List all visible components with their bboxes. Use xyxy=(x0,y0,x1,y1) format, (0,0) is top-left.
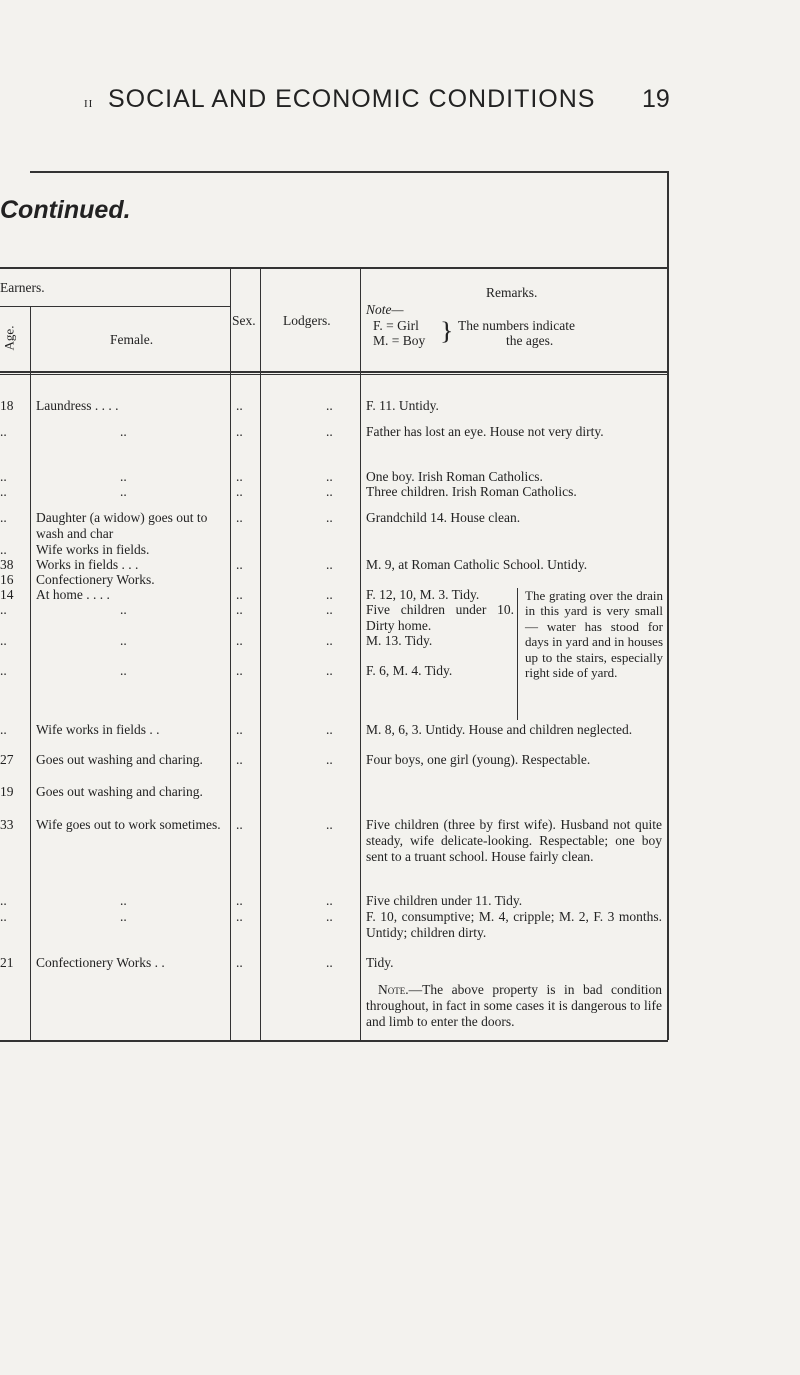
cell-age: .. xyxy=(0,722,7,737)
header-note-f: F. = Girl xyxy=(373,318,419,333)
header-note-m: M. = Boy xyxy=(373,333,426,348)
cell-female: .. xyxy=(120,469,127,484)
cell-lodgers: .. xyxy=(326,817,333,832)
cell-remarks: F. 10, consumptive; M. 4, cripple; M. 2, F. 3 months. Untidy; children dirty. xyxy=(366,909,662,940)
cell-remarks: Five children under 10. Dirty home. xyxy=(366,602,514,633)
cell-sex: .. xyxy=(236,722,243,737)
cell-female: .. xyxy=(120,602,127,617)
cell-female: Goes out washing and charing. xyxy=(36,784,203,799)
cell-sex: .. xyxy=(236,663,243,678)
header-remarks: Remarks. xyxy=(486,285,538,300)
cell-sex: .. xyxy=(236,955,243,970)
cell-remarks: Tidy. xyxy=(366,955,394,970)
grating-note: The grating over the drain in this yard is very small — water has stood for days in yard and in houses up to the stairs, especially right side of yard. xyxy=(525,588,663,681)
cell-lodgers: .. xyxy=(326,510,333,525)
page-number: 19 xyxy=(642,85,670,113)
cell-age: .. xyxy=(0,909,7,924)
cell-age: .. xyxy=(0,469,7,484)
cell-lodgers: .. xyxy=(326,893,333,908)
earners-split-rule xyxy=(0,306,230,307)
cell-lodgers: .. xyxy=(326,602,333,617)
cell-female: .. xyxy=(120,633,127,648)
cell-age: .. xyxy=(0,510,7,525)
header-lodgers: Lodgers. xyxy=(283,313,331,328)
cell-lodgers: .. xyxy=(326,955,333,970)
chapter-numeral: II xyxy=(84,98,94,110)
table-top-rule xyxy=(0,267,668,269)
cell-age: 19 xyxy=(0,784,14,799)
cell-female: Wife goes out to work sometimes. xyxy=(36,817,221,832)
header-earners: Earners. xyxy=(0,280,45,295)
cell-age: 27 xyxy=(0,752,14,767)
cell-remarks: M. 9, at Roman Catholic School. Untidy. xyxy=(366,557,588,572)
header-sex: Sex. xyxy=(232,313,256,328)
col-rule-age xyxy=(30,307,31,1040)
cell-remarks: Five children (three by first wife). Husband not quite steady, wife delicate-looking. Respectable; one boy sent to a truant school. House fairly clean. xyxy=(366,817,662,864)
cell-female: Works in fields . . . xyxy=(36,557,139,572)
cell-lodgers: .. xyxy=(326,398,333,413)
cell-remarks: Five children under 11. Tidy. xyxy=(366,893,523,908)
cell-sex: .. xyxy=(236,602,243,617)
col-rule-sex xyxy=(260,267,261,1040)
cell-female: Wife works in fields . . xyxy=(36,722,160,737)
cell-sex: .. xyxy=(236,893,243,908)
cell-age: .. xyxy=(0,602,7,617)
cell-lodgers: .. xyxy=(326,469,333,484)
cell-remarks: M. 13. Tidy. xyxy=(366,633,433,648)
closing-note-label: Note. xyxy=(378,982,409,997)
cell-remarks: One boy. Irish Roman Catholics. xyxy=(366,469,543,484)
cell-lodgers: .. xyxy=(326,722,333,737)
cell-sex: .. xyxy=(236,587,243,602)
cell-female: .. xyxy=(120,893,127,908)
continued-heading: Continued. xyxy=(0,196,131,224)
cell-age: .. xyxy=(0,663,7,678)
cell-remarks: M. 8, 6, 3. Untidy. House and children neglected. xyxy=(366,722,633,737)
cell-remarks: Three children. Irish Roman Catholics. xyxy=(366,484,577,499)
cell-age: 21 xyxy=(0,955,14,970)
cell-age: 18 xyxy=(0,398,14,413)
cell-sex: .. xyxy=(236,633,243,648)
cell-female: .. xyxy=(120,424,127,439)
cell-lodgers: .. xyxy=(326,663,333,678)
col-rule-lodgers xyxy=(360,267,361,1040)
cell-age: .. xyxy=(0,484,7,499)
cell-sex: .. xyxy=(236,752,243,767)
cell-age: 38 xyxy=(0,557,14,572)
col-rule-female xyxy=(230,267,231,1040)
cell-age: .. xyxy=(0,424,7,439)
running-head: SOCIAL AND ECONOMIC CONDITIONS xyxy=(108,85,596,113)
cell-sex: .. xyxy=(236,484,243,499)
cell-age: .. xyxy=(0,633,7,648)
table-bottom-rule xyxy=(0,1040,668,1042)
cell-sex: .. xyxy=(236,817,243,832)
cell-sex: .. xyxy=(236,469,243,484)
cell-sex: .. xyxy=(236,424,243,439)
cell-remarks: F. 11. Untidy. xyxy=(366,398,439,413)
cell-female: Daughter (a widow) goes out to wash and char xyxy=(36,510,208,541)
cell-sex: .. xyxy=(236,398,243,413)
cell-lodgers: .. xyxy=(326,752,333,767)
header-note-text-2: the ages. xyxy=(506,333,554,348)
grating-note-bracket xyxy=(517,588,518,720)
cell-sex: .. xyxy=(236,510,243,525)
cell-lodgers: .. xyxy=(326,587,333,602)
cell-age: 33 xyxy=(0,817,14,832)
cell-remarks: Father has lost an eye. House not very dirty. xyxy=(366,424,604,439)
top-rule xyxy=(30,171,668,173)
cell-female: At home . . . . xyxy=(36,587,110,602)
cell-female: .. xyxy=(120,484,127,499)
right-border xyxy=(667,171,669,1040)
closing-note xyxy=(366,982,662,1030)
cell-female: Confectionery Works . . xyxy=(36,955,165,970)
cell-lodgers: .. xyxy=(326,557,333,572)
cell-remarks: F. 6, M. 4. Tidy. xyxy=(366,663,453,678)
cell-lodgers: .. xyxy=(326,484,333,499)
header-note-label: Note— xyxy=(366,302,404,317)
header-bottom-rule-2 xyxy=(0,374,668,375)
cell-remarks: Four boys, one girl (young). Respectable. xyxy=(366,752,591,767)
cell-sex: .. xyxy=(236,909,243,924)
header-bottom-rule xyxy=(0,371,668,373)
cell-female: .. xyxy=(120,909,127,924)
cell-remarks: F. 12, 10, M. 3. Tidy. xyxy=(366,587,480,602)
cell-age: 14 xyxy=(0,587,14,602)
cell-female: .. xyxy=(120,663,127,678)
cell-lodgers: .. xyxy=(326,633,333,648)
cell-sex: .. xyxy=(236,557,243,572)
cell-female: Confectionery Works. xyxy=(36,572,155,587)
cell-lodgers: .. xyxy=(326,424,333,439)
brace-icon: } xyxy=(440,317,454,346)
header-female: Female. xyxy=(110,332,154,347)
cell-age: .. xyxy=(0,893,7,908)
cell-lodgers: .. xyxy=(326,909,333,924)
cell-female: Laundress . . . . xyxy=(36,398,119,413)
cell-female: Goes out washing and charing. xyxy=(36,752,203,767)
closing-note-text: —The above property is in bad condition throughout, in fact in some cases it is dangerous to life and limb to enter the doors. xyxy=(366,982,662,1029)
header-note-text-1: The numbers indicate xyxy=(458,318,575,333)
cell-remarks: Grandchild 14. House clean. xyxy=(366,510,521,525)
cell-female: Wife works in fields. xyxy=(36,542,150,557)
cell-age: 16 xyxy=(0,572,14,587)
cell-age: .. xyxy=(0,542,7,557)
header-age: Age. xyxy=(1,325,17,351)
